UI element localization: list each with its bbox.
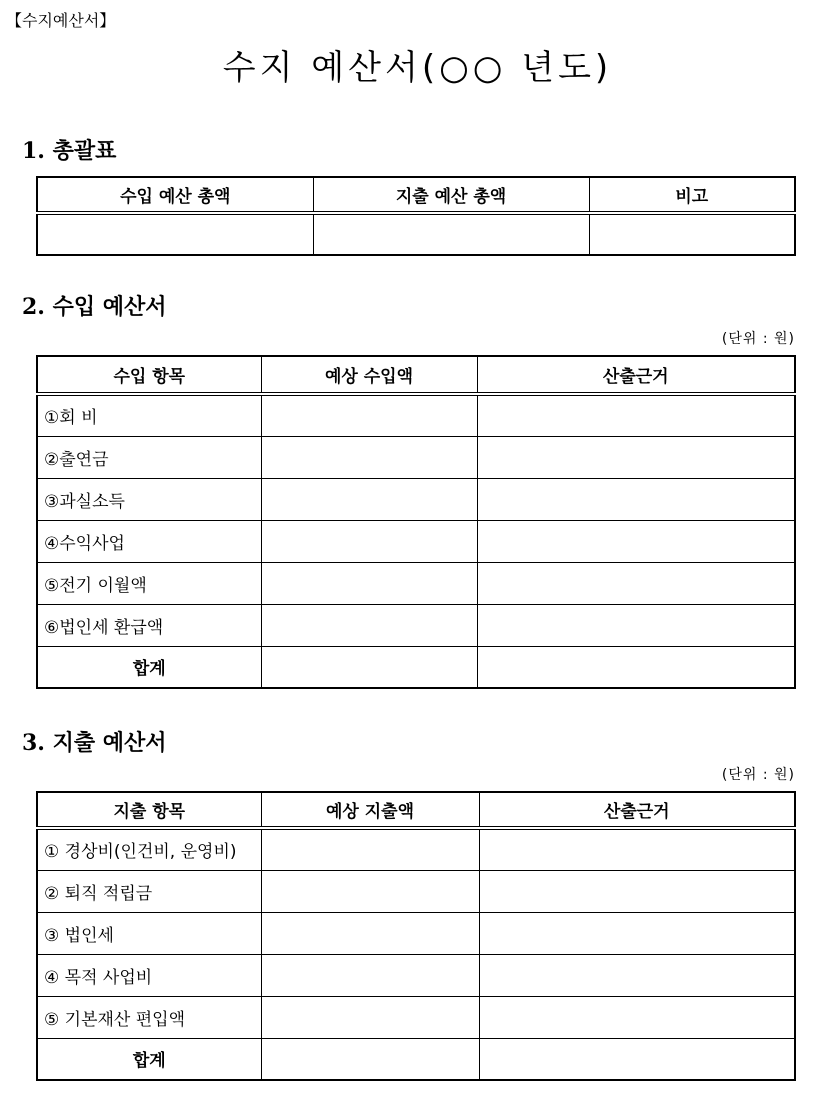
expense-item-label: ④ 목적 사업비 — [37, 954, 261, 996]
header-income-item: 수입 항목 — [37, 356, 261, 394]
table-row — [37, 604, 795, 646]
section-heading-summary: 1. 총괄표 — [22, 138, 117, 164]
expense-amount-cell[interactable] — [261, 870, 479, 912]
expense-amount-cell[interactable] — [261, 912, 479, 954]
income-total-label: 합계 — [37, 646, 261, 688]
header-income-total: 수입 예산 총액 — [37, 177, 313, 213]
table-row — [37, 870, 795, 912]
expense-item-label: ⑤ 기본재산 편입액 — [37, 996, 261, 1038]
income-amount-cell[interactable] — [261, 478, 477, 520]
table-row — [37, 562, 795, 604]
expense-total-basis-cell[interactable] — [479, 1038, 795, 1080]
summary-table — [36, 176, 796, 256]
header-expected-income: 예상 수입액 — [261, 356, 477, 394]
table-row — [37, 436, 795, 478]
table-row — [37, 478, 795, 520]
header-expense-item: 지출 항목 — [37, 792, 261, 828]
table-row-total — [37, 1038, 795, 1080]
income-basis-cell[interactable] — [477, 562, 795, 604]
table-row — [37, 912, 795, 954]
income-amount-cell[interactable] — [261, 436, 477, 478]
income-table — [36, 355, 796, 689]
expense-amount-cell[interactable] — [261, 954, 479, 996]
table-row — [37, 996, 795, 1038]
income-item-label: ②출연금 — [37, 436, 261, 478]
income-total-amount-cell[interactable] — [261, 646, 477, 688]
header-expected-expense: 예상 지출액 — [261, 792, 479, 828]
income-basis-cell[interactable] — [477, 604, 795, 646]
header-expense-total: 지출 예산 총액 — [313, 177, 589, 213]
expense-item-label: ② 퇴직 적립금 — [37, 870, 261, 912]
income-basis-cell[interactable] — [477, 394, 795, 436]
income-amount-cell[interactable] — [261, 562, 477, 604]
expense-basis-cell[interactable] — [479, 954, 795, 996]
income-item-label: ③과실소득 — [37, 478, 261, 520]
income-amount-cell[interactable] — [261, 604, 477, 646]
income-basis-cell[interactable] — [477, 520, 795, 562]
page-title: 수지 예산서(○○ 년도) — [222, 48, 613, 88]
table-row — [37, 954, 795, 996]
header-remarks: 비고 — [589, 177, 795, 213]
section-heading-income: 2. 수입 예산서 — [22, 294, 167, 320]
expense-basis-cell[interactable] — [479, 870, 795, 912]
table-row — [37, 828, 795, 870]
income-amount-cell[interactable] — [261, 520, 477, 562]
income-unit-label: (단위 : 원) — [721, 331, 795, 347]
income-basis-cell[interactable] — [477, 478, 795, 520]
expense-total-amount-cell[interactable] — [261, 1038, 479, 1080]
table-row — [37, 394, 795, 436]
income-basis-cell[interactable] — [477, 436, 795, 478]
expense-amount-cell[interactable] — [261, 996, 479, 1038]
expense-basis-cell[interactable] — [479, 996, 795, 1038]
document-tag: 【수지예산서】 — [6, 11, 116, 30]
expense-table — [36, 791, 796, 1081]
expense-total-cell[interactable] — [313, 213, 589, 255]
expense-basis-cell[interactable] — [479, 828, 795, 870]
income-item-label: ⑥법인세 환급액 — [37, 604, 261, 646]
income-amount-cell[interactable] — [261, 394, 477, 436]
header-expense-basis: 산출근거 — [479, 792, 795, 828]
income-item-label: ④수익사업 — [37, 520, 261, 562]
income-total-basis-cell[interactable] — [477, 646, 795, 688]
remarks-cell[interactable] — [589, 213, 795, 255]
table-row-total — [37, 646, 795, 688]
header-income-basis: 산출근거 — [477, 356, 795, 394]
expense-unit-label: (단위 : 원) — [721, 767, 795, 783]
income-total-cell[interactable] — [37, 213, 313, 255]
expense-total-label: 합계 — [37, 1038, 261, 1080]
section-heading-expense: 3. 지출 예산서 — [22, 730, 167, 756]
income-item-label: ①회 비 — [37, 394, 261, 436]
expense-basis-cell[interactable] — [479, 912, 795, 954]
table-row — [37, 520, 795, 562]
expense-item-label: ③ 법인세 — [37, 912, 261, 954]
income-item-label: ⑤전기 이월액 — [37, 562, 261, 604]
expense-amount-cell[interactable] — [261, 828, 479, 870]
expense-item-label: ① 경상비(인건비, 운영비) — [37, 828, 261, 870]
